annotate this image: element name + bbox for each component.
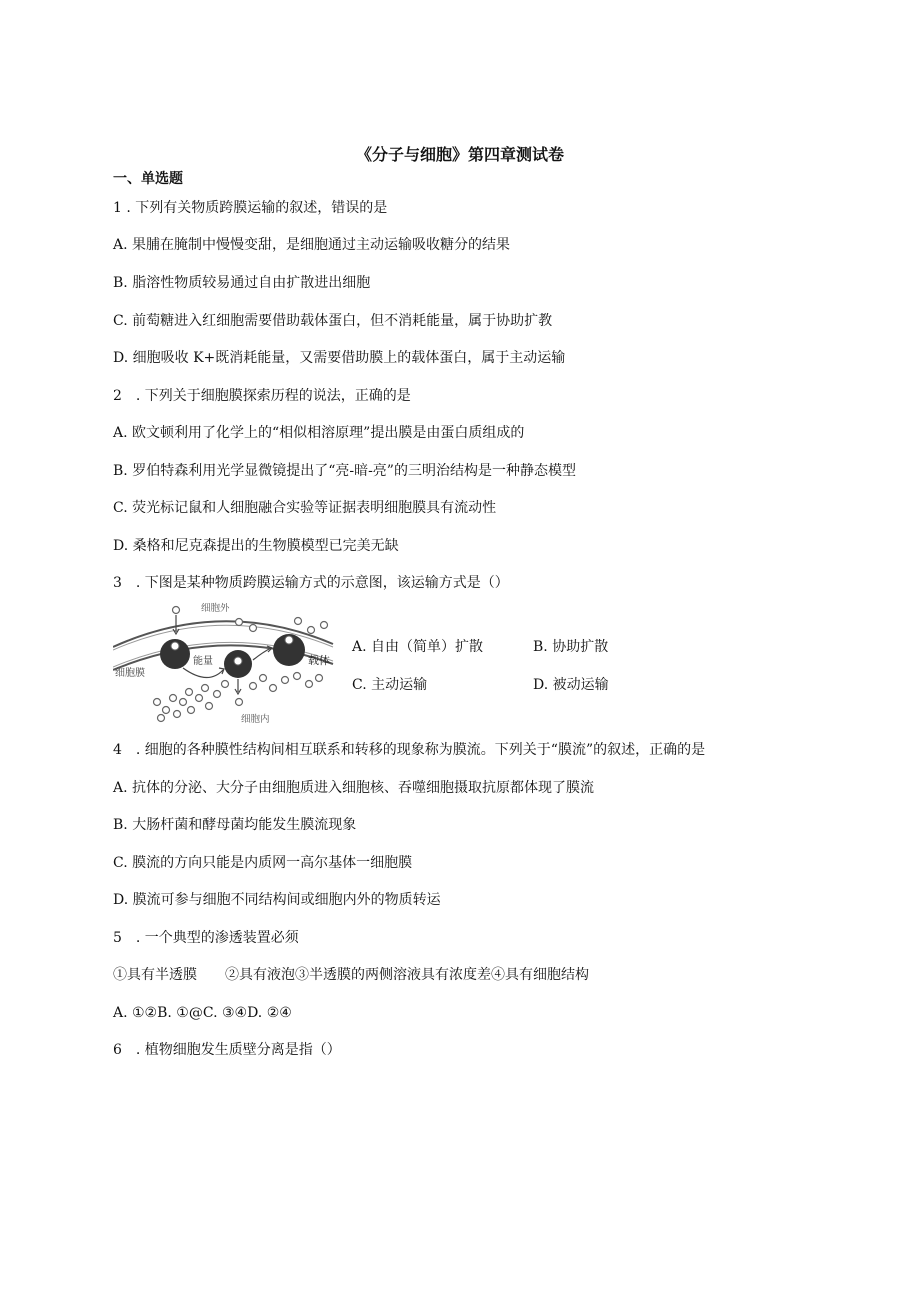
q3-option-c: C. 主动运输: [352, 677, 428, 693]
q1-option-c: C. 前萄糖进入红细胞需要借助载体蛋白，但不消耗能量，属于协助扩教: [113, 313, 553, 329]
q2-option-c: C. 荧光标记鼠和人细胞融合实验等证据表明细胞膜具有流动性: [113, 500, 497, 516]
q3-option-d: D. 被动运输: [533, 677, 609, 693]
q3-option-b: B. 协助扩散: [533, 639, 609, 655]
q1-option-a: A. 果脯在腌制中慢慢变甜，是细胞通过主动运输吸收糖分的结果: [113, 237, 511, 253]
q2-option-d: D. 桑格和尼克森提出的生物膜模型已完美无缺: [113, 538, 399, 554]
q1-option-d: D. 细胞吸收 K+既消耗能量，又需要借助膜上的载体蛋白，属于主动运输: [113, 350, 566, 366]
transport-diagram: [113, 602, 345, 728]
q4-option-b: B. 大肠杆菌和酵母菌均能发生膜流现象: [113, 817, 357, 833]
q5-stem: 5 . 一个典型的渗透装置必须: [113, 930, 299, 946]
label-outside: 细胞外: [201, 603, 230, 614]
label-energy: 能量: [193, 656, 213, 667]
q4-option-a: A. 抗体的分泌、大分子由细胞质进入细胞核、吞噬细胞摄取抗原都体现了膜流: [113, 780, 595, 796]
q3-stem: 3 . 下图是某种物质跨膜运输方式的示意图，该运输方式是（）: [113, 575, 509, 591]
q6-stem: 6 . 植物细胞发生质壁分离是指（）: [113, 1042, 341, 1058]
section-heading: 一、单选题: [113, 171, 183, 187]
q4-option-d: D. 膜流可参与细胞不同结构间或细胞内外的物质转运: [113, 892, 441, 908]
label-membrane: 细胞膜: [115, 668, 145, 679]
page-title: 《分子与细胞》第四章测试卷: [355, 145, 564, 164]
q1-option-b: B. 脂溶性物质较易通过自由扩散进出细胞: [113, 275, 371, 291]
q2-stem: 2 . 下列关于细胞膜探索历程的说法，正确的是: [113, 388, 411, 404]
q1-stem: 1 . 下列有关物质跨膜运输的叙述，错误的是: [113, 200, 388, 216]
q5-items: ①具有半透膜 ②具有液泡③半透膜的两侧溶液具有浓度差④具有细胞结构: [113, 967, 589, 983]
q4-stem: 4 . 细胞的各种膜性结构间相互联系和转移的现象称为膜流。下列关于“膜流”的叙述，正确的是: [113, 742, 706, 758]
label-carrier: 载体: [308, 654, 330, 667]
q2-option-b: B. 罗伯特森利用光学显微镜提出了“亮-暗-亮”的三明治结构是一种静态模型: [113, 463, 576, 479]
q4-option-c: C. 膜流的方向只能是内质网一高尔基体一细胞膜: [113, 855, 413, 871]
q2-option-a: A. 欧文顿利用了化学上的“相似相溶原理”提出膜是由蛋白质组成的: [113, 425, 525, 441]
q5-answers: A. ①②B. ①@C. ③④D. ②④: [113, 1005, 292, 1021]
q3-option-a: A. 自由（简单）扩散: [352, 639, 484, 655]
label-inside: 细胞内: [241, 714, 270, 725]
